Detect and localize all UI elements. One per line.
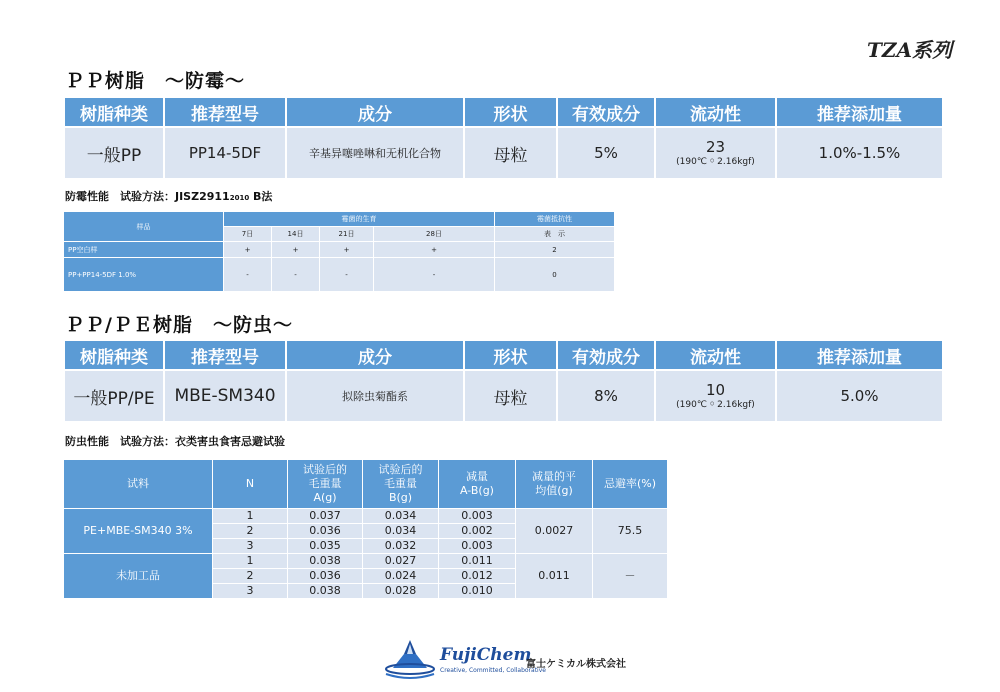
cell-resin: 一般PP bbox=[64, 127, 164, 179]
mold-day-28: 28日 bbox=[374, 227, 495, 242]
mold-cell: - bbox=[374, 258, 495, 292]
cell-avg: 0.0027 bbox=[516, 509, 593, 554]
section-title-insect: ＰＰ/ＰＥ树脂 ～防虫～ bbox=[65, 314, 293, 336]
header-resin: 树脂种类 bbox=[64, 97, 164, 127]
mold-cell: + bbox=[374, 242, 495, 258]
cell-model: MBE-SM340 bbox=[164, 370, 286, 422]
header-model: 推荐型号 bbox=[164, 97, 286, 127]
table-row bbox=[64, 509, 668, 524]
flow-condition: (190℃ ￮ 2.16kgf) bbox=[676, 399, 755, 410]
header-model: 推荐型号 bbox=[164, 340, 286, 370]
insect-header-n: N bbox=[213, 460, 288, 509]
flow-value: 10 bbox=[705, 380, 726, 399]
insect-header-loss: 减量 A-B(g) bbox=[439, 460, 516, 509]
insect-group-label: PE+MBE-SM340 3% bbox=[64, 509, 213, 554]
cell-resin: 一般PP/PE bbox=[64, 370, 164, 422]
cell-weight-b: 0.024 bbox=[363, 569, 439, 584]
cell-weight-b: 0.034 bbox=[363, 509, 439, 524]
insect-test-note: 防虫性能 试验方法：衣类害虫食害忌避试验 bbox=[65, 435, 285, 448]
mold-display-header: 表 示 bbox=[495, 227, 615, 242]
product-table-insect bbox=[63, 339, 944, 423]
header-dosage: 推荐添加量 bbox=[776, 97, 943, 127]
cell-loss: 0.010 bbox=[439, 584, 516, 599]
cell-shape: 母粒 bbox=[464, 127, 557, 179]
cell-rate: 75.5 bbox=[593, 509, 668, 554]
insect-group-treated bbox=[64, 509, 668, 554]
mold-note-label: 防霉性能 试验方法：JISZ2911 bbox=[65, 190, 230, 203]
cell-weight-a: 0.036 bbox=[288, 524, 363, 539]
brand-name: FujiChem bbox=[440, 645, 532, 665]
header-active: 有効成分 bbox=[557, 340, 655, 370]
cell-weight-b: 0.032 bbox=[363, 539, 439, 554]
cell-active: 8% bbox=[557, 370, 655, 422]
header-flow: 流动性 bbox=[655, 97, 776, 127]
flow-condition: (190℃ ￮ 2.16kgf) bbox=[676, 156, 755, 167]
cell-n: 3 bbox=[213, 539, 288, 554]
cell-component: 辛基异噻唑啉和无机化合物 bbox=[286, 127, 464, 179]
mold-row-label: PP+PP14-5DF 1.0% bbox=[64, 258, 224, 292]
insect-header-weight-b: 试验后的 毛重量 B(g) bbox=[363, 460, 439, 509]
mold-row-label: PP空白样 bbox=[64, 242, 224, 258]
cell-n: 2 bbox=[213, 569, 288, 584]
flow-value: 23 bbox=[705, 137, 726, 156]
brand-tagline: Creative, Committed, Collaborative bbox=[440, 667, 546, 674]
header-dosage: 推荐添加量 bbox=[776, 340, 943, 370]
mold-cell: + bbox=[320, 242, 374, 258]
table-row bbox=[64, 242, 615, 258]
cell-weight-b: 0.027 bbox=[363, 554, 439, 569]
table-row bbox=[64, 554, 668, 569]
cell-loss: 0.002 bbox=[439, 524, 516, 539]
fujichem-logo-icon bbox=[383, 638, 437, 682]
mold-test-note bbox=[65, 188, 272, 204]
cell-dosage: 5.0% bbox=[776, 370, 943, 422]
mold-note-year: 2010 bbox=[229, 194, 250, 202]
cell-n: 2 bbox=[213, 524, 288, 539]
insect-header-weight-a: 试验后的 毛重量 A(g) bbox=[288, 460, 363, 509]
cell-weight-a: 0.036 bbox=[288, 569, 363, 584]
mold-result-table bbox=[63, 211, 615, 292]
table-row bbox=[64, 127, 943, 179]
cell-weight-a: 0.035 bbox=[288, 539, 363, 554]
cell-weight-b: 0.028 bbox=[363, 584, 439, 599]
cell-component: 拟除虫菊酯系 bbox=[286, 370, 464, 422]
series-title: TZA系列 bbox=[867, 38, 952, 62]
mold-cell: + bbox=[272, 242, 320, 258]
cell-weight-a: 0.038 bbox=[288, 584, 363, 599]
cell-weight-b: 0.034 bbox=[363, 524, 439, 539]
header-component: 成分 bbox=[286, 340, 464, 370]
cell-n: 3 bbox=[213, 584, 288, 599]
cell-dosage: 1.0%-1.5% bbox=[776, 127, 943, 179]
mold-day-14: 14日 bbox=[272, 227, 320, 242]
insect-result-table bbox=[63, 459, 668, 599]
header-active: 有效成分 bbox=[557, 97, 655, 127]
mold-rating: 0 bbox=[495, 258, 615, 292]
cell-shape: 母粒 bbox=[464, 370, 557, 422]
cell-rate: － bbox=[593, 554, 668, 599]
cell-flow bbox=[655, 127, 776, 179]
product-table-mold bbox=[63, 96, 944, 180]
header-shape: 形状 bbox=[464, 97, 557, 127]
mold-day-7: 7日 bbox=[224, 227, 272, 242]
cell-loss: 0.011 bbox=[439, 554, 516, 569]
cell-avg: 0.011 bbox=[516, 554, 593, 599]
cell-loss: 0.003 bbox=[439, 509, 516, 524]
cell-n: 1 bbox=[213, 554, 288, 569]
section-title-mold: ＰＰ树脂 ～防霉～ bbox=[65, 70, 246, 92]
cell-n: 1 bbox=[213, 509, 288, 524]
header-resin: 树脂种类 bbox=[64, 340, 164, 370]
cell-loss: 0.012 bbox=[439, 569, 516, 584]
mold-header-resist: 霉菌抵抗性 bbox=[495, 212, 615, 227]
mold-cell: - bbox=[224, 258, 272, 292]
cell-model: PP14-5DF bbox=[164, 127, 286, 179]
mold-rating: 2 bbox=[495, 242, 615, 258]
cell-loss: 0.003 bbox=[439, 539, 516, 554]
table-header-row bbox=[64, 340, 943, 370]
cell-weight-a: 0.037 bbox=[288, 509, 363, 524]
header-flow: 流动性 bbox=[655, 340, 776, 370]
insect-header-avg: 减量的平 均值(g) bbox=[516, 460, 593, 509]
mold-day-21: 21日 bbox=[320, 227, 374, 242]
insect-group-untreated bbox=[64, 554, 668, 599]
insect-header-sample: 试料 bbox=[64, 460, 213, 509]
table-row bbox=[64, 258, 615, 292]
mold-cell: - bbox=[272, 258, 320, 292]
mold-header-sample: 样品 bbox=[64, 212, 224, 242]
mold-note-suffix: B法 bbox=[249, 190, 273, 203]
cell-flow bbox=[655, 370, 776, 422]
table-row bbox=[64, 370, 943, 422]
table-header-row bbox=[64, 97, 943, 127]
header-component: 成分 bbox=[286, 97, 464, 127]
cell-active: 5% bbox=[557, 127, 655, 179]
insect-header-rate: 忌避率(%) bbox=[593, 460, 668, 509]
insect-group-label: 未加工品 bbox=[64, 554, 213, 599]
mold-header-growth: 霉菌的生育 bbox=[224, 212, 495, 227]
cell-weight-a: 0.038 bbox=[288, 554, 363, 569]
header-shape: 形状 bbox=[464, 340, 557, 370]
mold-cell: - bbox=[320, 258, 374, 292]
company-name: 富士ケミカル株式会社 bbox=[526, 659, 626, 670]
mold-cell: + bbox=[224, 242, 272, 258]
